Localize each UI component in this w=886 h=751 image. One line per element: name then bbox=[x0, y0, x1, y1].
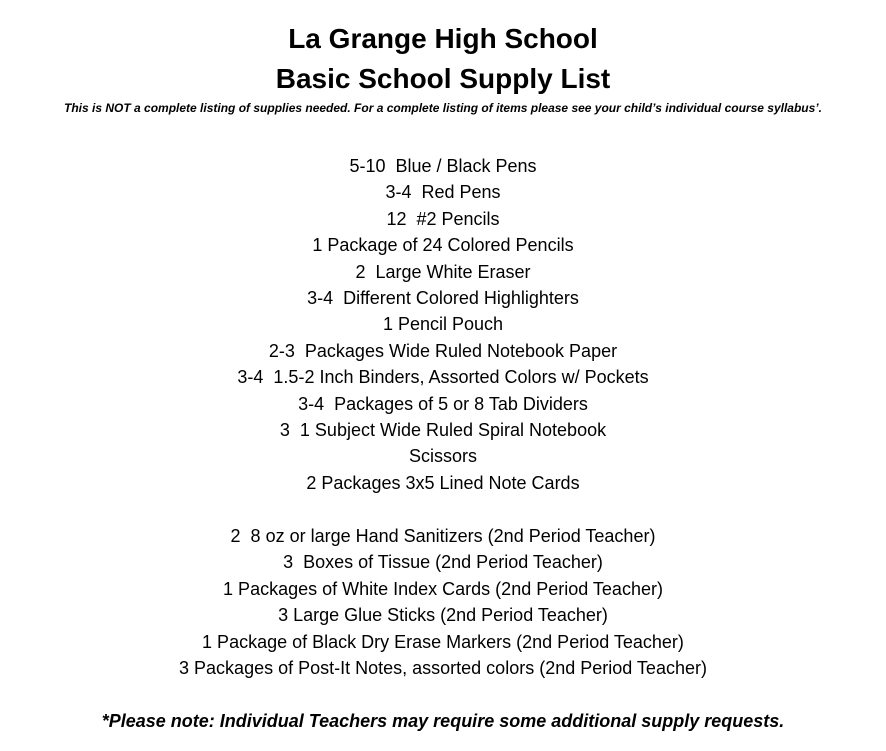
student-supplies-list bbox=[0, 153, 886, 496]
list-item: 1 Package of Black Dry Erase Markers (2nd Period Teacher) bbox=[202, 631, 684, 652]
list-item: Scissors bbox=[408, 446, 477, 467]
list-item: 3 Boxes of Tissue (2nd Period Teacher) bbox=[283, 552, 603, 573]
list-item: 1 Package of 24 Colored Pencils bbox=[312, 235, 574, 256]
list-item: 2 Large White Eraser bbox=[355, 261, 531, 282]
list-item: 12 #2 Pencils bbox=[386, 208, 500, 229]
list-item: 5-10 Blue / Black Pens bbox=[349, 156, 537, 176]
list-item: 3-4 1.5-2 Inch Binders, Assorted Colors w/ Pockets bbox=[237, 367, 649, 388]
disclaimer-text: This is NOT a complete listing of supplies needed. For a complete listing of items please see your child’s individual course syllabus’. bbox=[64, 101, 822, 115]
list-item: 1 Pencil Pouch bbox=[382, 314, 504, 335]
school-name-heading: La Grange High School bbox=[288, 23, 598, 54]
list-item: 2 Packages 3x5 Lined Note Cards bbox=[306, 472, 580, 493]
list-item: 3-4 Packages of 5 or 8 Tab Dividers bbox=[298, 393, 588, 414]
list-item: 3-4 Different Colored Highlighters bbox=[307, 287, 579, 308]
list-item: 3 1 Subject Wide Ruled Spiral Notebook bbox=[279, 419, 607, 440]
list-title-heading: Basic School Supply List bbox=[275, 63, 611, 94]
list-item: 3 Packages of Post-It Notes, assorted colors (2nd Period Teacher) bbox=[179, 657, 707, 678]
list-item: 2-3 Packages Wide Ruled Notebook Paper bbox=[268, 340, 618, 361]
footnote-text: *Please note: Individual Teachers may require some additional supply requests. bbox=[101, 711, 785, 731]
list-item: 2 8 oz or large Hand Sanitizers (2nd Period Teacher) bbox=[230, 526, 656, 546]
teacher-supplies-list bbox=[0, 523, 886, 681]
list-item: 3-4 Red Pens bbox=[385, 182, 501, 203]
list-item: 3 Large Glue Sticks (2nd Period Teacher) bbox=[278, 605, 608, 626]
list-item: 1 Packages of White Index Cards (2nd Period Teacher) bbox=[223, 578, 663, 599]
